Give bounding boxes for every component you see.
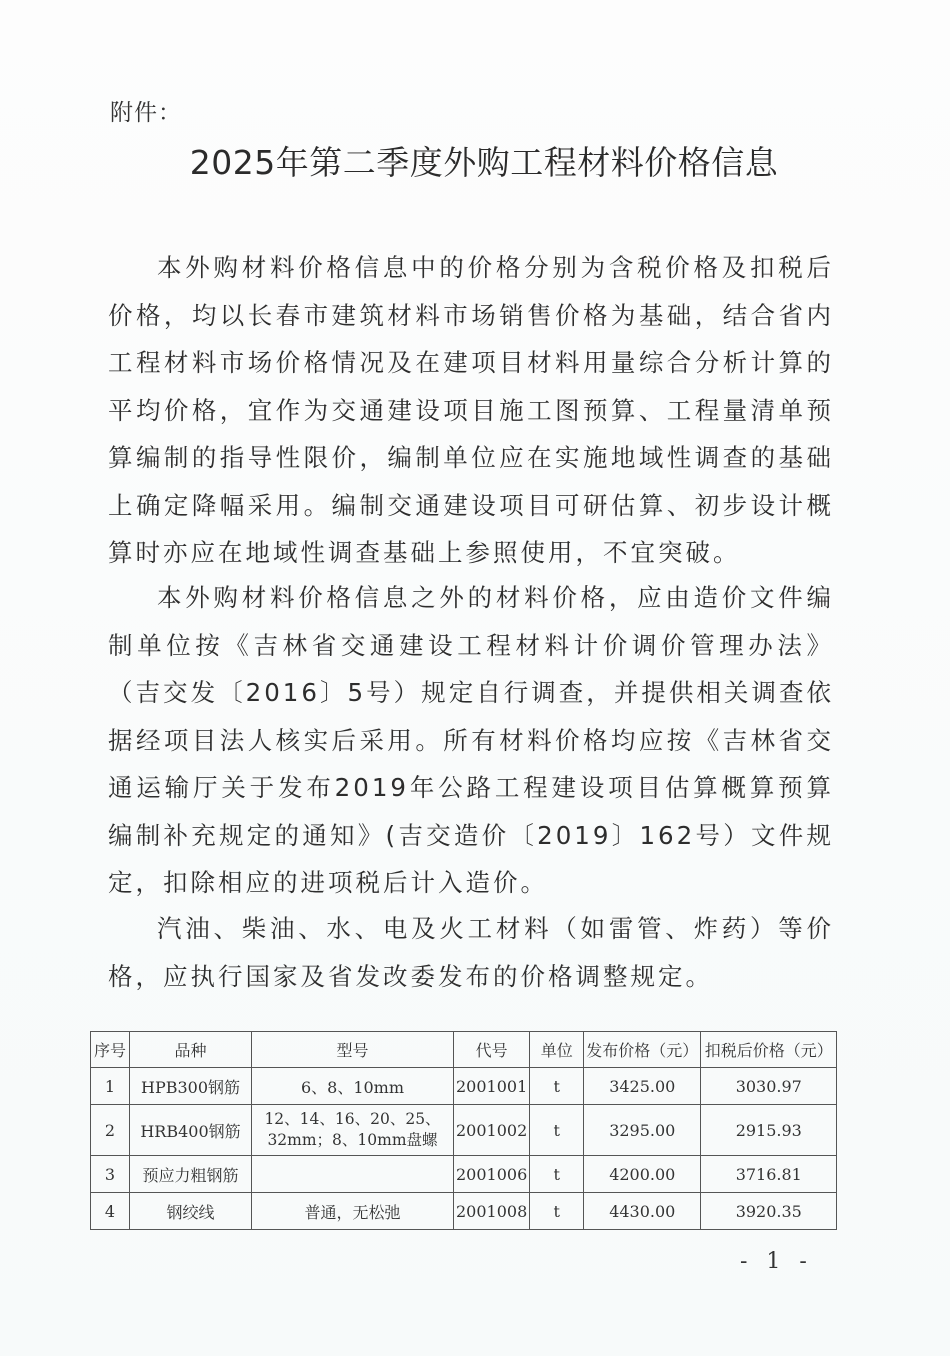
cell-price: 3425.00 — [584, 1068, 701, 1105]
cell-unit: t — [530, 1105, 584, 1156]
header-published-price: 发布价格（元） — [584, 1032, 701, 1068]
table-row — [91, 1193, 837, 1230]
paragraph-text: 本外购材料价格信息中的价格分别为含税价格及扣税后价格，均以长春市建筑材料市场销售价格为基础，结合省内工程材料市场价格情况及在建项目材料用量综合分析计算的平均价格，宜作为交通建设项目施工图预算、工程量清单预算编制的指导性限价，编制单位应在实施地域性调查的基础上确定降幅采用。编制交通建设项目可研估算、初步设计概算时亦应在地域性调查基础上参照使用，不宜突破。 — [108, 253, 834, 567]
cell-unit: t — [530, 1156, 584, 1193]
paragraph-price-basis — [108, 244, 834, 577]
cell-after-tax: 3920.35 — [701, 1193, 837, 1230]
cell-variety: 钢绞线 — [130, 1193, 252, 1230]
cell-model: 普通，无松弛 — [252, 1193, 454, 1230]
paragraph-text: 本外购材料价格信息之外的材料价格，应由造价文件编制单位按《吉林省交通建设工程材料计价调价管理办法》（吉交发〔2016〕5号）规定自行调查，并提供相关调查依据经项目法人核实后采用。所有材料价格均应按《吉林省交通运输厅关于发布2019年公路工程建设项目估算概算预算编制补充规定的通知》(吉交造价〔2019〕162号）文件规定，扣除相应的进项税后计入造价。 — [108, 583, 834, 897]
cell-unit: t — [530, 1193, 584, 1230]
table-row — [91, 1068, 837, 1105]
cell-price: 4430.00 — [584, 1193, 701, 1230]
cell-unit: t — [530, 1068, 584, 1105]
cell-after-tax: 3716.81 — [701, 1156, 837, 1193]
cell-code: 2001002 — [454, 1105, 530, 1156]
attachment-label: 附件： — [110, 100, 182, 126]
cell-variety: HRB400钢筋 — [130, 1105, 252, 1156]
cell-code: 2001006 — [454, 1156, 530, 1193]
paragraph-fuel-utilities — [108, 905, 834, 1000]
header-unit: 单位 — [530, 1032, 584, 1068]
cell-variety: HPB300钢筋 — [130, 1068, 252, 1105]
document-title: 2025年第二季度外购工程材料价格信息 — [189, 143, 779, 182]
cell-seq: 4 — [91, 1193, 130, 1230]
paragraph-other-materials — [108, 574, 834, 907]
cell-variety: 预应力粗钢筋 — [130, 1156, 252, 1193]
cell-model: 12、14、16、20、25、32mm；8、10mm盘螺 — [252, 1105, 454, 1156]
page-number: - 1 - — [740, 1249, 813, 1274]
header-model: 型号 — [252, 1032, 454, 1068]
paragraph-text: 汽油、柴油、水、电及火工材料（如雷管、炸药）等价格，应执行国家及省发改委发布的价格调整规定。 — [108, 914, 834, 991]
cell-code: 2001001 — [454, 1068, 530, 1105]
cell-model — [252, 1156, 454, 1193]
cell-seq: 3 — [91, 1156, 130, 1193]
header-variety: 品种 — [130, 1032, 252, 1068]
cell-after-tax: 2915.93 — [701, 1105, 837, 1156]
cell-price: 4200.00 — [584, 1156, 701, 1193]
cell-code: 2001008 — [454, 1193, 530, 1230]
header-code: 代号 — [454, 1032, 530, 1068]
header-after-tax-price: 扣税后价格（元） — [701, 1032, 837, 1068]
table-header-row — [91, 1032, 837, 1068]
table-row — [91, 1105, 837, 1156]
cell-seq: 1 — [91, 1068, 130, 1105]
table-row — [91, 1156, 837, 1193]
material-price-table — [90, 1031, 837, 1230]
cell-model: 6、8、10mm — [252, 1068, 454, 1105]
cell-after-tax: 3030.97 — [701, 1068, 837, 1105]
cell-price: 3295.00 — [584, 1105, 701, 1156]
header-seq: 序号 — [91, 1032, 130, 1068]
cell-seq: 2 — [91, 1105, 130, 1156]
